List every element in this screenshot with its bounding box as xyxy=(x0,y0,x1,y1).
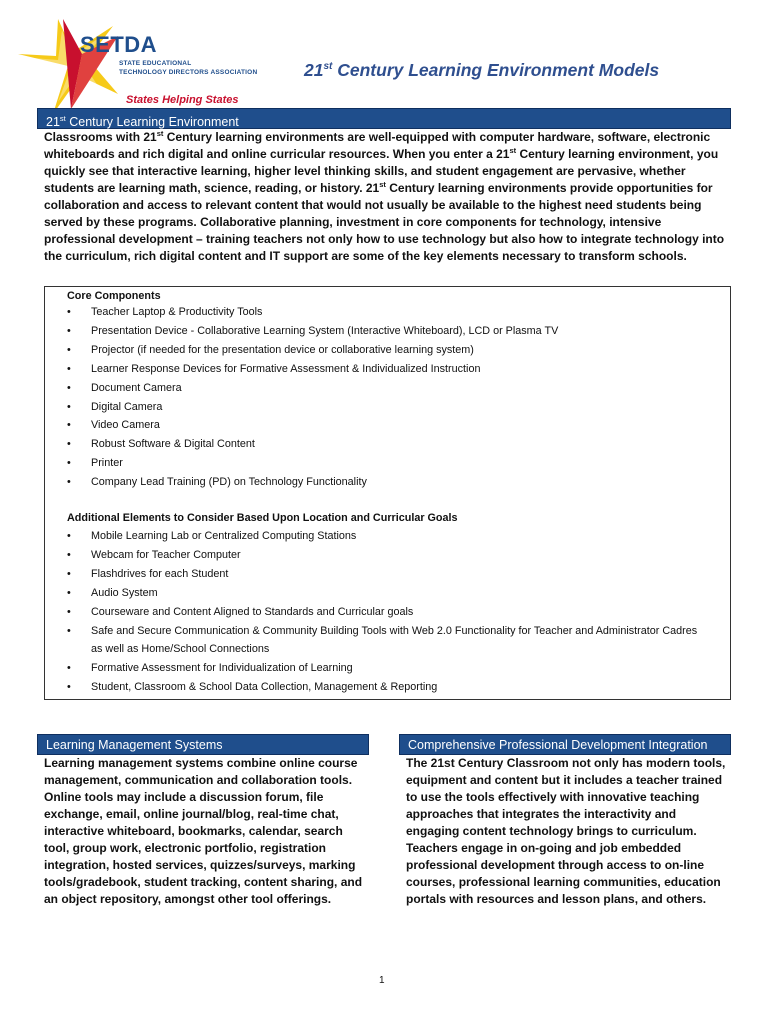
list-item: • Robust Software & Digital Content xyxy=(67,438,255,451)
list-item: • Digital Camera xyxy=(67,400,163,413)
components-box xyxy=(44,286,731,700)
list-item: • Mobile Learning Lab or Centralized Computing Stations xyxy=(67,530,357,542)
pd-paragraph: The 21st Century Classroom not only has modern tools, equipment and content but it includes a teacher trained to use the tools effectively with innovative teaching approaches that integrates the interactivity and engaging content technology brings to curriculum. Teachers engage in on-going and job embedded professional development through access to on-line courses, professional learning communities, education portals with resources and lesson plans, and others. xyxy=(406,756,726,906)
logo-line-2: TECHNOLOGY DIRECTORS ASSOCIATION xyxy=(119,69,258,76)
additional-elements-list xyxy=(67,527,707,697)
core-components-list xyxy=(67,303,707,492)
section-bar-lms: Learning Management Systems xyxy=(37,734,369,755)
intro-paragraph: Classrooms with 21st Century learning environments are well-equipped with computer hardware, software, electronic whiteboards and rich digital and online curricular resources. When you enter a 21st Century learning environment, you quickly see that interactive learning, higher level thinking skills, and student engagement are pervasive, whether students are learning math, science, reading, or history. 21st Century learning environments provide opportunities for collaboration and access to relevant content that would not usually be available to the highest need students being served by these programs. Collaborative planning, investment in core components for technology, intensive professional development – training teachers not only how to use technology but also how to integrate technology into the curriculum, rich digital content and IT support are some of the key elements necessary to transform schools. xyxy=(44,129,725,263)
logo-line-1: STATE EDUCATIONAL xyxy=(119,60,192,67)
list-item: • Formative Assessment for Individualization of Learning xyxy=(67,662,353,675)
logo-wordmark: SETDA xyxy=(80,32,158,57)
list-item: • Video Camera xyxy=(67,419,160,432)
list-item: • Audio System xyxy=(67,586,158,599)
list-item: • Flashdrives for each Student xyxy=(67,567,229,580)
list-item: • Webcam for Teacher Computer xyxy=(67,548,241,561)
list-item: • Document Camera xyxy=(67,381,182,394)
list-item: • Teacher Laptop & Productivity Tools xyxy=(67,306,263,318)
list-item: • Learner Response Devices for Formative Assessment & Individualized Instruction xyxy=(67,362,481,375)
list-item: • Presentation Device - Collaborative Learning System (Interactive Whiteboard), LCD or Plasma TV xyxy=(67,324,559,337)
logo-tagline: States Helping States xyxy=(126,94,239,106)
page-number: 1 xyxy=(379,975,385,986)
list-item: • Safe and Secure Communication & Community Building Tools with Web 2.0 Functionality for Teacher and Administrator Cadres as well as Home/School Connections xyxy=(67,624,698,656)
list-item: • Company Lead Training (PD) on Technology Functionality xyxy=(67,476,367,489)
page-title: 21st Century Learning Environment Models xyxy=(304,60,660,80)
lms-paragraph: Learning management systems combine online course management, communication and collaboration tools. Online tools may include a discussion forum, file exchange, email, online journal/blog, real-time chat, interactive whiteboard, bookmarks, calendar, search tool, group work, electronic portfolio, registration integration, hosted services, quizzes/surveys, marking tools/gradebook, student tracking, content sharing, and an object repository, amongst other tool offerings. xyxy=(44,756,363,906)
additional-elements-heading: Additional Elements to Consider Based Upon Location and Curricular Goals xyxy=(67,512,458,524)
setda-logo xyxy=(18,14,258,114)
list-item: • Student, Classroom & School Data Collection, Management & Reporting xyxy=(67,681,438,694)
list-item: • Courseware and Content Aligned to Standards and Curricular goals xyxy=(67,605,414,618)
list-item: • Projector (if needed for the presentation device or collaborative learning system) xyxy=(67,343,474,356)
core-components-heading: Core Components xyxy=(67,290,161,302)
list-item: • Printer xyxy=(67,457,123,470)
section-bar-professional-development: Comprehensive Professional Development Integration xyxy=(399,734,731,755)
section-bar-learning-environment: 21st Century Learning Environment xyxy=(37,108,731,129)
